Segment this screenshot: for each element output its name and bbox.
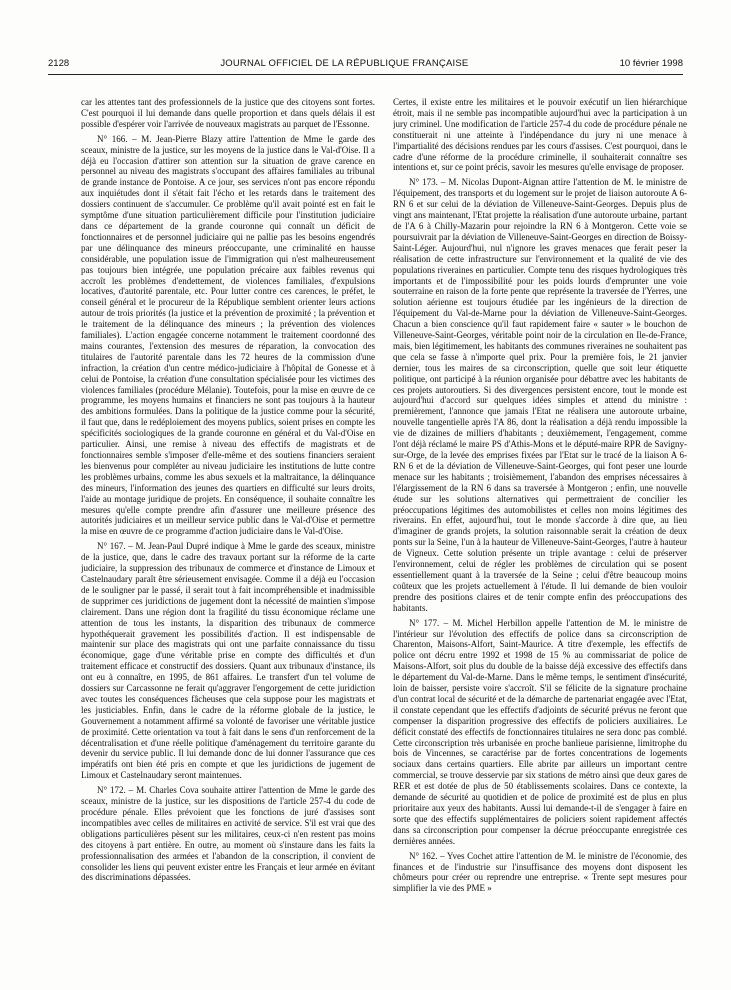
page-number: 2128 <box>48 58 70 69</box>
header-rule <box>48 74 683 75</box>
question-173: N° 173. – M. Nicolas Dupont-Aignan attire l'attention de M. le ministre de l'équipement, des transports et du logement sur le projet de liaison autoroute A 6-RN 6 et sur celui de la déviation de Villeneuve-Saint-Georges. Depuis plus de vingt ans maintenant, l'Etat projette la réalisation d'une autoroute urbaine, partant de l'A 6 à Chilly-Mazarin pour rejoindre la RN 6 à Montgeron. Cette voie se poursuivrait par la déviation de Villeneuve-Saint-Georges en direction de Boissy-Saint-Léger. Aujourd'hui, nul n'ignore les graves menaces que ferait peser la réalisation de cette infrastructure sur l'environnement et la qualité de vie des populations riveraines en particulier. Compte tenu des risques hydrologiques très importants et de l'impossibilité pour les poids lourds d'emprunter une voie souterraine en raison de la forte pente que représente la traversée de l'Yerres, une solution aérienne est toujours étudiée par les ingénieurs de la direction de l'équipement du Val-de-Marne pour la déviation de Villeneuve-Saint-Georges. Chacun a bien conscience qu'il faut rapidement faire « sauter » le bouchon de Villeneuve-Saint-Georges, véritable point noir de la circulation en Ile-de-France, mais, bien légitimement, les habitants des communes riveraines ne souhaitent pas que cela se fasse à n'importe quel prix. Pour la première fois, le 21 janvier dernier, tous les maires de sa circonscription, quelle que soit leur étiquette politique, ont participé à la réunion organisée pour débattre avec les habitants de ces projets autoroutiers. Si des divergences persistent encore, tout le monde est aujourd'hui d'accord sur quelques idées simples et attend du ministre : premièrement, l'annonce que jamais l'Etat ne réalisera une autoroute urbaine, nouvelle tangentielle après l'A 86, dont la réalisation a déjà rendu impossible la vie de dizaines de milliers d'habitants ; deuxièmement, l'engagement, comme l'ont déjà réclamé le maire PS d'Athis-Mons et le député-maire RPR de Savigny-sur-Orge, de la levée des emprises fixées par l'Etat sur le tracé de la liaison A 6-RN 6 et de la déviation de Villeneuve-Saint-Georges, qui font peser une lourde menace sur les habitants ; troisièmement, l'abandon des emprises nécessaires à l'élargissement de la RN 6 dans sa traversée à Montgeron ; enfin, une nouvelle étude sur les solutions alternatives qui permettraient de concilier les préoccupations légitimes des automobilistes et celles non moins légitimes des riverains. En effet, aujourd'hui, tout le monde s'accorde à dire que, au lieu d'imaginer de grands projets, la solution raisonnable serait la création de deux ponts sur la Seine, l'un à la hauteur de Villeneuve-Saint-Georges, l'autre à hauteur de Vigneux. Cette solution présente un triple avantage : celui de préserver l'environnement, celui de régler les problèmes de circulation qui se posent essentiellement quant à la traversée de la Seine ; celui d'être beaucoup moins coûteux que les projets actuellement à l'étude. Il lui demande de bien vouloir prendre des positions claires et de tenir compte enfin des préoccupations des habitants. <box>393 177 687 613</box>
question-167: N° 167. – M. Jean-Paul Dupré indique à Mme le garde des sceaux, ministre de la justice, que, dans le cadre des travaux portant sur la réforme de la carte judiciaire, la suppression des tribunaux de commerce et d'instance de Limoux et Castelnaudary paraît être sérieusement envisagée. Comme il a déjà eu l'occasion de le souligner par le passé, il serait tout à fait incompréhensible et inadmissible de supprimer ces juridictions de jugement dont la nécessité de maintien s'impose clairement. Dans une région dont la fragilité du tissu économique réclame une attention de tous les instants, la disparition des tribunaux de commerce hypothéquerait gravement les possibilités d'action. Il est indispensable de maintenir sur place des magistrats qui ont une parfaite connaissance du tissu économique, gage d'une véritable prise en compte des difficultés et d'un traitement efficace et constructif des dossiers. Quant aux tribunaux d'instance, ils ont eu à connaître, en 1995, de 861 affaires. Le transfert d'un tel volume de dossiers sur Carcassonne ne ferait qu'aggraver l'engorgement de cette juridiction avec toutes les conséquences fâcheuses que cela suppose pour les magistrats et les justiciables. Enfin, dans le cadre de la réforme globale de la justice, le Gouvernement a notamment affirmé sa volonté de favoriser une véritable justice de proximité. Cette orientation va tout à fait dans le sens d'un renforcement de la décentralisation et d'une réelle politique d'aménagement du territoire garante du devenir du service public. Il lui demande donc de lui donner l'assurance que ces impératifs ont bien été pris en compte et que les juridictions de jugement de Limoux et Castelnaudary seront maintenues. <box>81 541 375 781</box>
paragraph: Certes, il existe entre les militaires et le pouvoir exécutif un lien hiérarchique étroit, mais il ne semble pas incompatible aujourd'hui avec la participation à un jury criminel. Une modification de l'article 257-4 du code de procédure pénale ne constituerait ni une atteinte à l'indépendance du jury ni une menace à l'impartialité des décisions rendues par les cours d'assises. C'est pourquoi, dans le cadre d'une réforme de la procédure criminelle, il souhaiterait connaître ses intentions et, sur ce point précis, savoir les mesures qu'elle envisage de proposer. <box>393 97 687 173</box>
left-column <box>81 97 375 977</box>
issue-date: 10 février 1998 <box>619 58 683 69</box>
paragraph: car les attentes tant des professionnels de la justice que des citoyens sont fortes. C'est pourquoi il lui demande dans quelle proportion et dans quels délais il est possible d'espérer voir l'arrivée de nouveaux magistrats au parquet de l'Essonne. <box>81 97 375 129</box>
question-177: N° 177. – M. Michel Herbillon appelle l'attention de M. le ministre de l'intérieur sur l'évolution des effectifs de police dans sa circonscription de Charenton, Maisons-Alfort, Saint-Maurice. A titre d'exemple, les effectifs de police ont décru entre 1992 et 1998 de 15 % au commissariat de police de Maisons-Alfort, soit plus du double de la baisse déjà excessive des effectifs dans le département du Val-de-Marne. Dans le même temps, le sentiment d'insécurité, loin de baisser, persiste voire s'accroît. S'il se félicite de la signature prochaine d'un contrat local de sécurité et de la démarche de partenariat engagée avec l'Etat, il constate cependant que les effectifs d'adjoints de sécurité prévus ne feront que compenser la disparition progressive des effectifs de policiers auxiliaires. Le déficit constaté des effectifs de fonctionnaires titulaires ne sera donc pas comblé. Cette circonscription très urbanisée en proche banlieue parisienne, limitrophe du bois de Vincennes, se caractérise par de fortes concentrations de logements sociaux dans certains quartiers. Elle abrite par ailleurs un important centre commercial, se trouve desservie par six stations de métro ainsi que deux gares de RER et est dotée de plus de 50 établissements scolaires. Dans ce contexte, la demande de sécurité au quotidien et de police de proximité est de plus en plus prioritaire aux yeux des habitants. Aussi lui demande-t-il de s'engager à faire en sorte que des effectifs supplémentaires de policiers soient rapidement affectés dans sa circonscription pour compenser la décrue préoccupante enregistrée ces dernières années. <box>393 617 687 846</box>
journal-title: JOURNAL OFFICIEL DE LA RÉPUBLIQUE FRANÇAISE <box>220 58 469 69</box>
page-header <box>48 58 683 72</box>
question-162: N° 162. – Yves Cochet attire l'attention de M. le ministre de l'économie, des finances et de l'industrie sur l'insuffisance des moyens dont disposent les chômeurs pour créer ou reprendre une entreprise. « Trente sept mesures pour simplifier la vie des PME » <box>393 850 687 894</box>
question-166: N° 166. – M. Jean-Pierre Blazy attire l'attention de Mme le garde des sceaux, ministre de la justice, sur les moyens de la justice dans le Val-d'Oise. Il a déjà eu l'occasion d'attirer son attention sur la situation de grave carence en personnel au niveau des magistrats s'occupant des affaires familiales au tribunal de grande instance de Pontoise. A ce jour, ses services n'ont pas encore répondu aux inquiétudes dont il s'était fait l'écho et les retards dans le traitement des dossiers continuent de s'accumuler. Ce problème qu'il avait pointé est en fait le symptôme d'une situation particulièrement difficile pour l'institution judiciaire dans ce département de la grande couronne qui connaît un déficit de fonctionnaires et de personnel judiciaire qui ne pallie pas les besoins engendrés par une délinquance des mineurs préoccupante, une criminalité en hausse considérable, une population issue de l'immigration qui n'est malheureusement pas toujours bien intégrée, une population précaire aux faibles revenus qui accroît les problèmes d'endettement, de violences familiales, d'expulsions locatives, d'autorité parentale, etc. Pour lutter contre ces carences, le préfet, le conseil général et le procureur de la République semblent orienter leurs actions autour de trois priorités (la justice et la prévention de proximité ; la prévention et le traitement de la délinquance des mineurs ; la prévention des violences familiales). L'action engagée concerne notamment le traitement coordonné des mains courantes, l'extension des mesures de réparation, la convocation des titulaires de l'autorité parentale dans les 72 heures de la commission d'une infraction, la création d'un centre médico-judiciaire à l'hôpital de Gonesse et à celui de Pontoise, la création d'une consultation spécialisée pour les victimes des violences familiales (procédure Mélanie). Toutefois, pour la mise en œuvre de ce programme, les moyens humains et financiers ne sont pas toujours à la hauteur des ambitions formulées. Dans la politique de la justice comme pour la sécurité, il faut que, dans le redéploiement des moyens publics, soient prises en compte les spécificités sociologiques de la grande couronne en général et du Val-d'Oise en particulier. Ainsi, une remise à niveau des effectifs de magistrats et de fonctionnaires semble s'imposer d'elle-même et des soutiens financiers seraient les bienvenus pour compléter au niveau judiciaire les institutions de lutte contre les problèmes urbains, comme les abus sexuels et la maltraitance, la délinquance des mineurs, l'information des jeunes des quartiers en difficulté sur leurs droits, l'aide au montage juridique de projets. En conséquence, il souhaite connaître les mesures qu'elle compte prendre afin d'assurer une meilleure présence des autorités judiciaires et un meilleur service public dans le Val-d'Oise et permettre la mise en œuvre de ce programme d'action judiciaire dans le Val-d'Oise. <box>81 133 375 537</box>
right-column <box>393 97 687 977</box>
question-172: N° 172. – M. Charles Cova souhaite attirer l'attention de Mme le garde des sceaux, ministre de la justice, sur les dispositions de l'article 257-4 du code de procédure pénale. Elles prévoient que les fonctions de juré d'assises sont incompatibles avec celles de militaires en activité de service. S'il est vrai que des obligations particulières pèsent sur les militaires, ceux-ci n'en restent pas moins des citoyens à part entière. En outre, au moment où s'instaure dans les faits la professionnalisation des armées et l'abandon de la conscription, il convient de consolider les liens qui peuvent exister entre les Français et leur armée en évitant des discriminations dépassées. <box>81 785 375 883</box>
